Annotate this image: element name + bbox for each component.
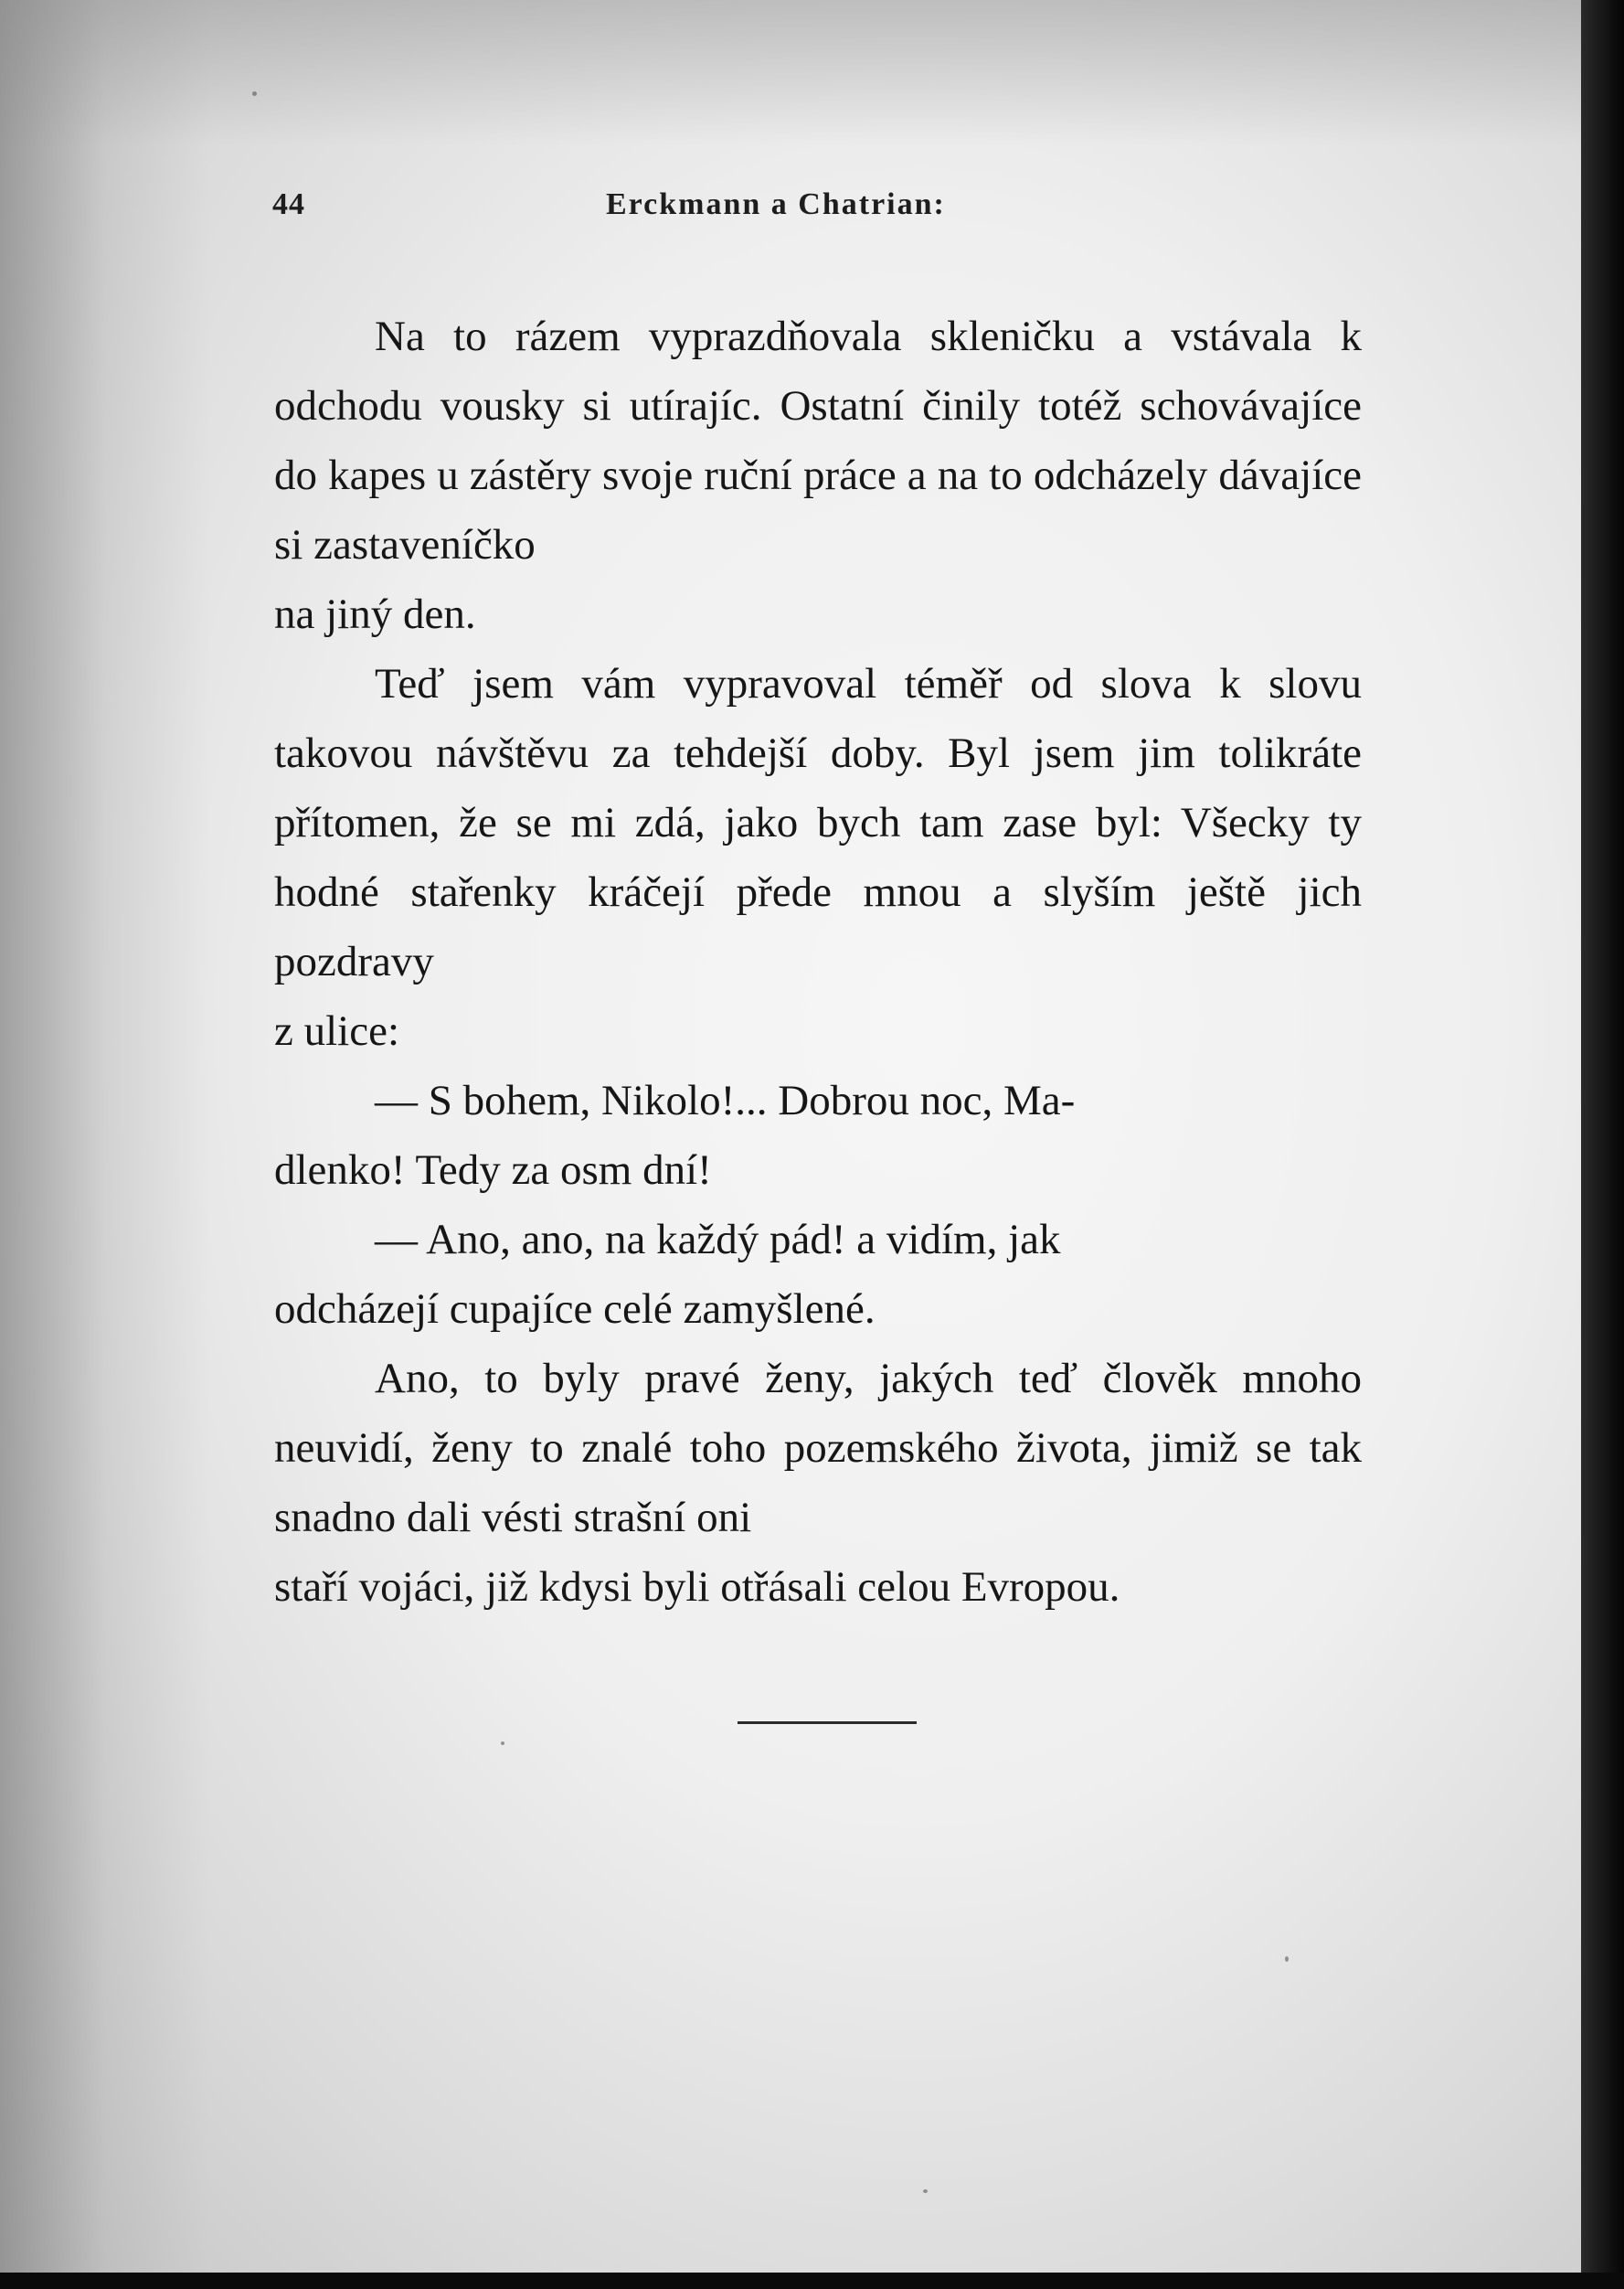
paragraph [274, 649, 1362, 1066]
body-text [274, 302, 1362, 1622]
scan-border-right [1581, 0, 1624, 2289]
dialogue-line [274, 1205, 1362, 1344]
paragraph-last-line: staří vojáci, již kdysi byli otřásali celou Evropou. [274, 1563, 1120, 1611]
paragraph-text: Ano, to byly pravé ženy, jakých teď člověk mnoho neuvidí, ženy to znalé toho pozemského života, jimiž se tak snadno dali vésti strašní oni [274, 1355, 1362, 1541]
scan-speck [252, 91, 257, 96]
section-divider [738, 1721, 917, 1724]
paragraph-text: — S bohem, Nikolo!... Dobrou noc, Ma- [375, 1077, 1076, 1124]
scan-speck [1285, 1956, 1289, 1962]
scan-border-bottom [0, 2273, 1624, 2289]
paragraph-last-line: dlenko! Tedy za osm dní! [274, 1146, 712, 1194]
paragraph-last-line: z ulice: [274, 1007, 400, 1055]
paragraph-text: Teď jsem vám vypravoval téměř od slova k slovu takovou návštěvu za tehdejší doby. Byl jsem jim tolikráte přítomen, že se mi zdá, jako bych tam zase byl: Všecky ty hodné stařenky kráčejí přede mnou a slyším ještě jich pozdravy [274, 660, 1362, 985]
running-head: Erckmann a Chatrian: [606, 187, 946, 221]
scan-speck [923, 2189, 928, 2193]
scan-speck [501, 1741, 504, 1745]
paragraph-last-line: na jiný den. [274, 591, 476, 638]
page-header [272, 187, 1351, 233]
paragraph [274, 302, 1362, 649]
dialogue-line [274, 1066, 1362, 1205]
paragraph [274, 1344, 1362, 1622]
paragraph-text: Na to rázem vyprazdňovala skleničku a vstávala k odchodu vousky si utírajíc. Ostatní činily totéž schovávajíce do kapes u zástěry svoje ruční práce a na to odcházely dávajíce si zastaveníčko [274, 313, 1362, 569]
page-number: 44 [272, 187, 305, 221]
paragraph-last-line: odcházejí cupajíce celé zamyšlené. [274, 1285, 876, 1333]
paragraph-text: — Ano, ano, na každý pád! a vidím, jak [375, 1216, 1061, 1263]
